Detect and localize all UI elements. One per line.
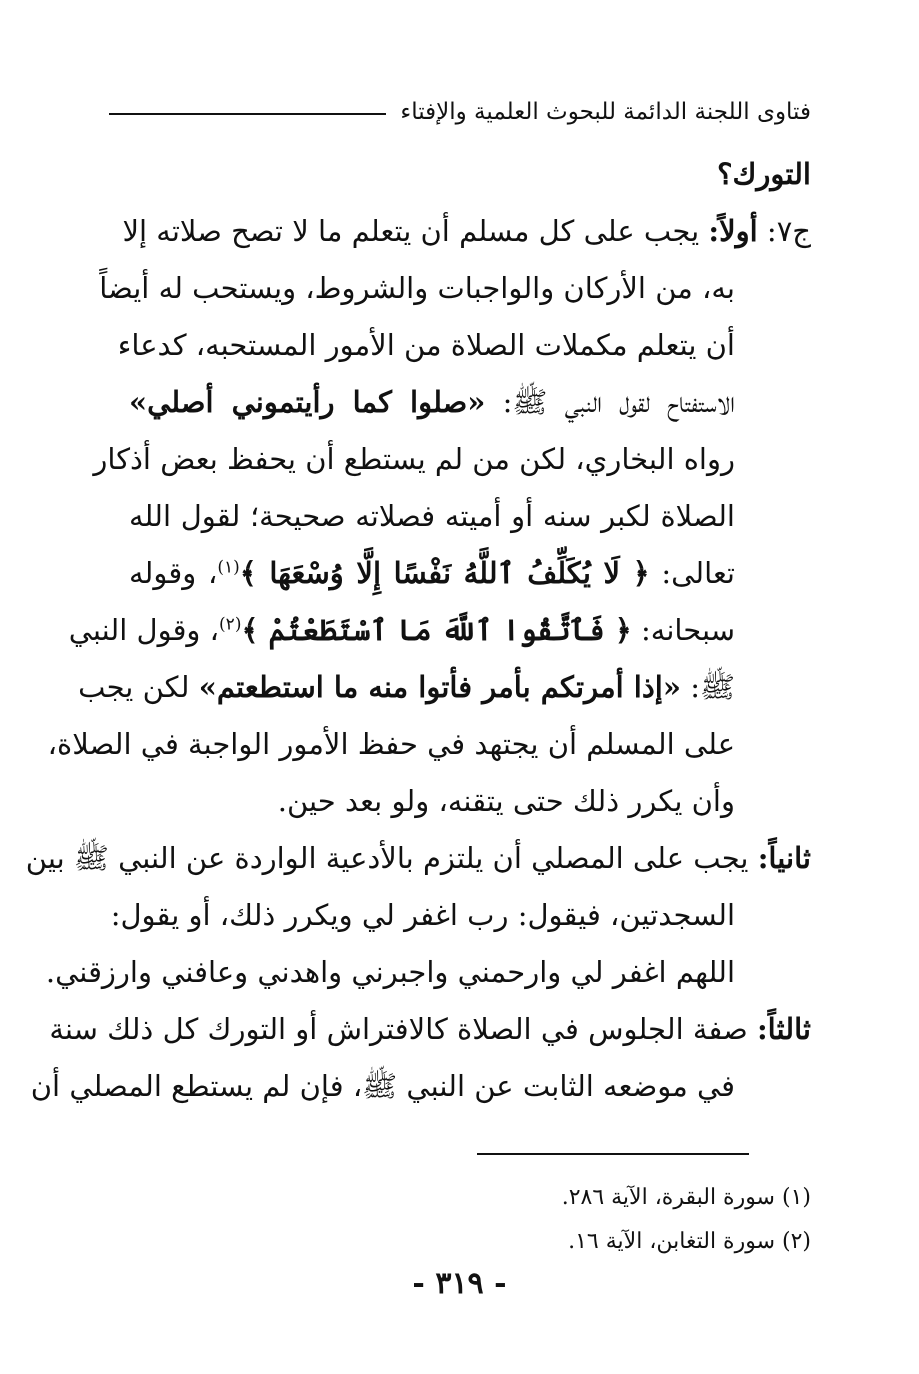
body-line-3: أن يتعلم مكملات الصلاة من الأمور المستحبه، كدعاء xyxy=(117,328,735,362)
body-line-5: رواه البخاري، لكن من لم يستطع أن يحفظ بعض أذكار xyxy=(93,442,735,476)
body-line-15 xyxy=(49,1001,811,1058)
body-line-4 xyxy=(129,374,811,431)
body-line-4-text: الاستفتاح لقول النبي ﷺ: xyxy=(502,385,735,419)
point-label-third: ثالثاً: xyxy=(756,1012,811,1046)
body-line-11: وأن يكرر ذلك حتى يتقنه، ولو بعد حين. xyxy=(277,784,735,818)
body-line-7-tail: ، وقوله xyxy=(129,556,218,590)
header-rule xyxy=(109,113,386,115)
body-line-7 xyxy=(129,545,811,602)
point-label-first: أولاً: xyxy=(708,214,758,248)
body-line-9-tail: لكن يجب xyxy=(78,670,190,704)
body-line-13: السجدتين، فيقول: رب اغفر لي ويكرر ذلك، أو يقول: xyxy=(110,898,735,932)
header-title: فتاوى اللجنة الدائمة للبحوث العلمية والإفتاء xyxy=(400,99,811,125)
footnote-2: (٢) سورة التغابن، الآية ١٦. xyxy=(568,1229,811,1254)
body-line-10: على المسلم أن يجتهد في حفظ الأمور الواجبة في الصلاة، xyxy=(47,727,735,761)
body-line-12 xyxy=(25,830,811,887)
body-line-15-text: صفة الجلوس في الصلاة كالافتراش أو التورك كل ذلك سنة xyxy=(49,1012,748,1046)
body-line-9-text: ﷺ: xyxy=(690,670,735,704)
footnote-separator xyxy=(477,1153,749,1155)
body-line-14: اللهم اغفر لي وارحمني واجبرني واهدني وعافني وارزقني. xyxy=(45,955,735,989)
footnote-1: (١) سورة البقرة، الآية ٢٨٦. xyxy=(561,1185,811,1210)
answer-number: ج٧: xyxy=(766,214,811,248)
body-line-2: به، من الأركان والواجبات والشروط، ويستحب له أيضاً xyxy=(99,271,735,305)
body-line-6: الصلاة لكبر سنه أو أميته فصلاته صحيحة؛ لقول الله xyxy=(129,499,735,533)
page-number: - ٣١٩ - xyxy=(412,1266,507,1301)
point-label-second: ثانياً: xyxy=(757,841,811,875)
footnote-ref-2: (٢) xyxy=(219,614,242,635)
hadith-quote-1: «صلوا كما رأيتموني أصلي» xyxy=(129,385,486,419)
body-line-8-text: سبحانه: xyxy=(641,613,735,647)
body-line-8 xyxy=(68,602,811,659)
body-line-1 xyxy=(122,203,811,260)
quran-verse-2: ﴿ فَٱتَّقُوا ٱللَّهَ مَا ٱسْتَطَعْتُمْ ﴾ xyxy=(241,613,632,647)
body-line-8-tail: ، وقول النبي xyxy=(68,613,220,647)
body-line-9 xyxy=(78,659,811,716)
quran-verse-1: ﴿ لَا يُكَلِّفُ ٱللَّهُ نَفْسًا إِلَّا وُسْعَهَا ﴾ xyxy=(239,556,650,590)
footnotes xyxy=(129,1176,811,1264)
body-line-7-text: تعالى: xyxy=(661,556,736,590)
body-line-1-text: يجب على كل مسلم أن يتعلم ما لا تصح صلاته إلا xyxy=(122,214,700,248)
question-tail: التورك؟ xyxy=(717,157,811,191)
body-line-12-text: يجب على المصلي أن يلتزم بالأدعية الواردة عن النبي ﷺ بين xyxy=(25,841,749,875)
hadith-quote-2: «إذا أمرتكم بأمر فأتوا منه ما استطعتم» xyxy=(198,670,681,704)
body-line-16: في موضعه الثابت عن النبي ﷺ، فإن لم يستطع المصلي أن xyxy=(30,1069,735,1103)
running-header xyxy=(109,92,811,132)
fatwa-body xyxy=(25,146,811,1115)
footnote-ref-1: (١) xyxy=(217,557,240,578)
